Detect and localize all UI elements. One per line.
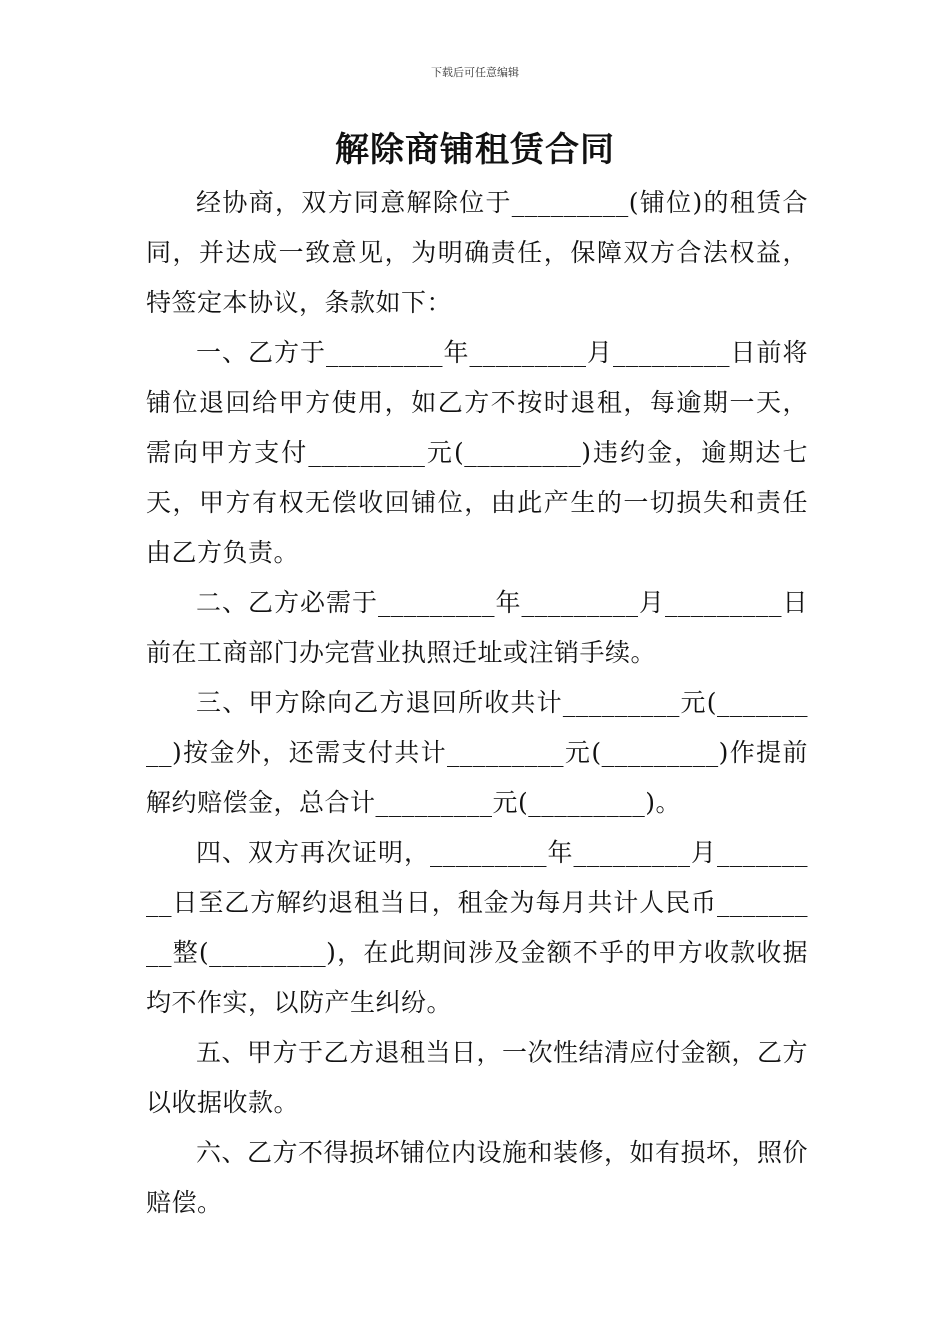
clause-6: 六、乙方不得损坏铺位内设施和装修，如有损坏，照价赔偿。 xyxy=(146,1138,809,1217)
document-body xyxy=(146,178,808,1228)
document-title: 解除商铺租赁合同 xyxy=(335,130,615,170)
paragraph-intro: 经协商，双方同意解除位于_________(铺位)的租赁合同，并达成一致意见，为明确责任，保障双方合法权益，特签定本协议，条款如下： xyxy=(146,188,808,317)
clause-2: 二、乙方必需于_________年_________月_________日前在工商部门办完营业执照迁址或注销手续。 xyxy=(146,588,808,667)
clause-4: 四、双方再次证明，_________年_________月_________日至乙方解约退租当日，租金为每月共计人民币_________整(_________)，在此期间涉及金额不乎的甲方收款收据均不作实，以防产生纠纷。 xyxy=(146,838,808,1017)
clause-1: 一、乙方于_________年_________月_________日前将铺位退回给甲方使用，如乙方不按时退租，每逾期一天，需向甲方支付_________元(_________)违约金，逾期达七天，甲方有权无偿收回铺位，由此产生的一切损失和责任由乙方负责。 xyxy=(146,338,808,567)
clause-5: 五、甲方于乙方退租当日，一次性结清应付金额，乙方以收据收款。 xyxy=(146,1038,809,1117)
header-note: 下载后可任意编辑 xyxy=(431,66,519,79)
clause-3: 三、甲方除向乙方退回所收共计_________元(_________)按金外，还需支付共计_________元(_________)作提前解约赔偿金，总合计_________元(_________)。 xyxy=(146,688,808,817)
